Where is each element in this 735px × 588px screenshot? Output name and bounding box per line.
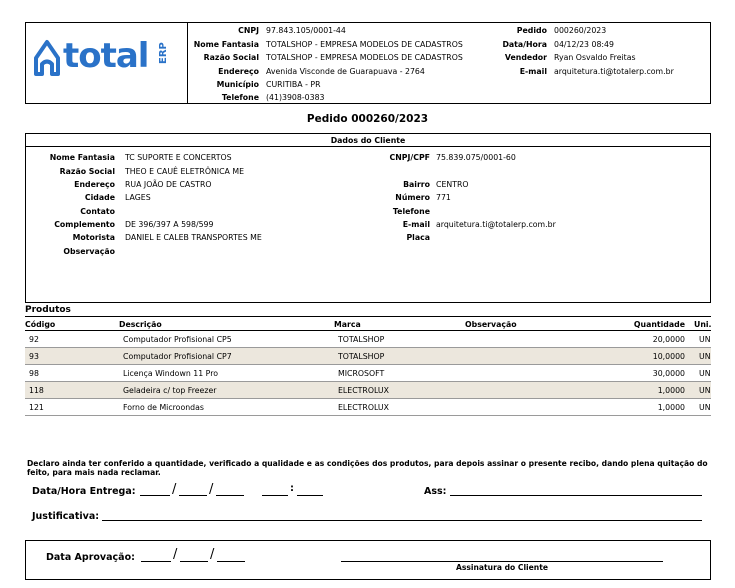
label-municipio: Município (216, 80, 259, 89)
order-number: 000260/2023 (554, 26, 607, 35)
label-assinatura-cliente: Assinatura do Cliente (455, 563, 548, 572)
client-bairro: CENTRO (436, 180, 469, 189)
label-justificativa: Justificativa: (32, 511, 100, 522)
cell-descricao: Computador Profisional CP5 (123, 335, 232, 344)
cell-marca: ELECTROLUX (338, 386, 389, 395)
company-nome-fantasia: TOTALSHOP - EMPRESA MODELOS DE CADASTROS (266, 40, 463, 49)
cell-marca: MICROSOFT (338, 369, 385, 378)
cell-codigo: 93 (29, 352, 39, 361)
label-nome-fantasia: Nome Fantasia (193, 40, 259, 49)
cell-codigo: 118 (29, 386, 44, 395)
table-row (25, 348, 711, 365)
approval-section (25, 540, 711, 580)
logo-sub-text: ERP (158, 42, 169, 64)
company-municipio: CURITIBA - PR (266, 80, 321, 89)
col-marca: Marca (334, 320, 361, 329)
cell-descricao: Computador Profisional CP7 (123, 352, 232, 361)
date-separator: / (172, 482, 177, 497)
cell-codigo: 92 (29, 335, 39, 344)
cell-marca: TOTALSHOP (338, 335, 385, 344)
table-row (25, 331, 711, 348)
label-email: E-mail (519, 67, 547, 76)
label-client-endereco: Endereço (74, 180, 115, 189)
client-endereco: RUA JOÃO DE CASTRO (125, 180, 212, 189)
label-client-razao-social: Razão Social (59, 167, 115, 176)
label-client-telefone: Telefone (392, 207, 430, 216)
col-codigo: Código (25, 320, 56, 329)
house-icon (36, 42, 58, 74)
products-divider (25, 316, 711, 317)
label-data-hora-entrega: Data/Hora Entrega: (32, 486, 136, 497)
label-cnpj: CNPJ (238, 26, 259, 35)
company-razao-social: TOTALSHOP - EMPRESA MODELOS DE CADASTROS (266, 53, 463, 62)
logo-cell (25, 22, 188, 104)
label-pedido: Pedido (516, 26, 547, 35)
client-cidade: LAGES (125, 193, 151, 202)
client-section (25, 133, 711, 303)
label-client-motorista: Motorista (72, 233, 115, 242)
delivery-year-field[interactable] (216, 495, 244, 496)
label-telefone: Telefone (221, 93, 259, 102)
delivery-day-field[interactable] (140, 495, 170, 496)
cell-codigo: 121 (29, 403, 44, 412)
page-title: Pedido 000260/2023 (306, 113, 429, 125)
table-row (25, 382, 711, 399)
client-cnpj: 75.839.075/0001-60 (436, 153, 516, 162)
col-quantidade: Quantidade (633, 320, 685, 329)
cell-quantidade: 10,0000 (652, 352, 685, 361)
table-row (25, 365, 711, 382)
cell-quantidade: 1,0000 (657, 403, 685, 412)
cell-codigo: 98 (29, 369, 39, 378)
justification-line[interactable] (102, 520, 702, 521)
col-unidade: Uni. (694, 320, 712, 329)
cell-quantidade: 1,0000 (657, 386, 685, 395)
delivery-hour-field[interactable] (262, 495, 288, 496)
label-razao-social: Razão Social (203, 53, 259, 62)
cell-quantidade: 30,0000 (652, 369, 685, 378)
label-client-complemento: Complemento (54, 220, 115, 229)
label-client-cnpj: CNPJ/CPF (389, 153, 430, 162)
client-signature-line[interactable] (341, 561, 663, 562)
client-numero: 771 (436, 193, 451, 202)
delivery-month-field[interactable] (179, 495, 207, 496)
signature-line[interactable] (450, 495, 702, 496)
company-telefone: (41)3908-0383 (266, 93, 325, 102)
approval-year-field[interactable] (217, 561, 245, 562)
cell-unidade: UN (699, 352, 711, 361)
cell-unidade: UN (699, 403, 711, 412)
company-cnpj: 97.843.105/0001-44 (266, 26, 346, 35)
label-endereco: Endereço (218, 67, 259, 76)
approval-month-field[interactable] (180, 561, 208, 562)
label-client-email: E-mail (402, 220, 430, 229)
date-separator: / (210, 547, 215, 562)
client-nome-fantasia: TC SUPORTE E CONCERTOS (125, 153, 232, 162)
company-endereco: Avenida Visconde de Guarapuava - 2764 (266, 67, 425, 76)
date-separator: / (173, 547, 178, 562)
date-separator: / (209, 482, 214, 497)
cell-descricao: Geladeira c/ top Freezer (123, 386, 217, 395)
client-complemento: DE 396/397 A 598/599 (125, 220, 214, 229)
order-date: 04/12/23 08:49 (554, 40, 614, 49)
col-descricao: Descrição (119, 320, 162, 329)
label-data-aprovacao: Data Aprovação: (46, 552, 135, 563)
label-client-placa: Placa (406, 233, 430, 242)
client-motorista: DANIEL E CALEB TRANSPORTES ME (125, 233, 262, 242)
client-email: arquitetura.ti@totalerp.com.br (436, 220, 556, 229)
label-ass: Ass: (424, 486, 447, 497)
cell-descricao: Forno de Microondas (123, 403, 204, 412)
client-razao-social: THEO E CAUÊ ELETRÔNICA ME (125, 167, 245, 176)
client-section-title: Dados do Cliente (26, 134, 710, 147)
label-client-bairro: Bairro (403, 180, 430, 189)
cell-unidade: UN (699, 335, 711, 344)
label-vendedor: Vendedor (504, 53, 547, 62)
cell-unidade: UN (699, 386, 711, 395)
table-row (25, 399, 711, 416)
label-client-contato: Contato (80, 207, 115, 216)
cell-descricao: Licença Windown 11 Pro (123, 369, 219, 378)
label-client-numero: Número (395, 193, 430, 202)
approval-day-field[interactable] (141, 561, 171, 562)
products-section-title: Produtos (25, 305, 71, 315)
time-separator: : (290, 483, 294, 494)
cell-marca: TOTALSHOP (338, 352, 385, 361)
declaration-text: Declaro ainda ter conferido a quantidade, verificado a qualidade e as condições dos produtos, para depois assinar o presente recibo, dando plena quitação do feito, para mais nada reclamar. (27, 459, 708, 477)
order-email: arquitetura.ti@totalerp.com.br (554, 67, 674, 76)
delivery-minute-field[interactable] (297, 495, 323, 496)
order-seller: Ryan Osvaldo Freitas (554, 53, 636, 62)
logo-text: total (63, 36, 149, 76)
cell-unidade: UN (699, 369, 711, 378)
cell-quantidade: 20,0000 (652, 335, 685, 344)
cell-marca: ELECTROLUX (338, 403, 389, 412)
label-data-hora: Data/Hora (502, 40, 547, 49)
col-observacao: Observação (465, 320, 517, 329)
label-client-nome-fantasia: Nome Fantasia (49, 153, 115, 162)
label-client-observacao: Observação (63, 247, 115, 256)
label-client-cidade: Cidade (84, 193, 115, 202)
